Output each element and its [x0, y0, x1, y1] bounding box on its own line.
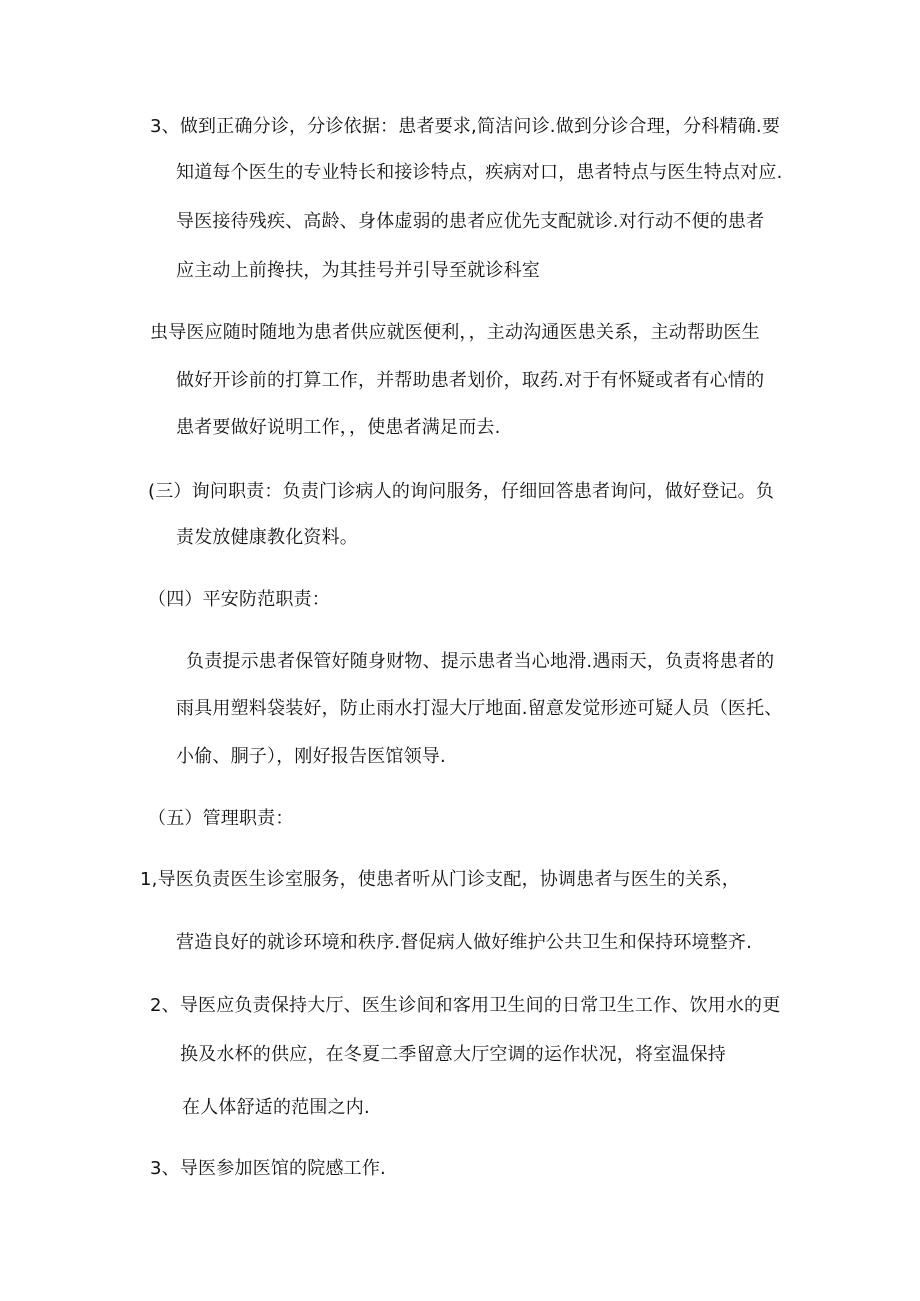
text-line: 负责提示患者保管好随身财物、提示患者当心地滑.遇雨天，负责将患者的 [186, 651, 775, 672]
text-line: 1,导医负责医生诊室服务，使患者听从门诊支配，协调患者与医生的关系， [140, 869, 740, 890]
text-line: 应主动上前搀扶，为其挂号并引导至就诊科室 [176, 260, 540, 281]
text-line: 在人体舒适的范围之内. [182, 1097, 370, 1118]
text-line: 责发放健康教化资料。 [176, 527, 358, 548]
text-line: 患者要做好说明工作，，使患者满足而去. [176, 417, 501, 438]
section-heading: （四）平安防范职责： [148, 589, 330, 610]
text-line: 2、导医应负责保持大厅、医生诊间和客用卫生间的日常卫生工作、饮用水的更 [150, 995, 781, 1016]
text-line: 换及水杯的供应，在冬夏二季留意大厅空调的运作状况，将室温保持 [180, 1044, 726, 1065]
text-line: 小偷、胴子），刚好报告医馆领导. [176, 746, 446, 767]
text-line: 做好开诊前的打算工作，并帮助患者划价，取药.对于有怀疑或者有心情的 [176, 370, 765, 391]
text-line: (三）询问职责：负责门诊病人的询问服务，仔细回答患者询问，做好登记。负 [148, 481, 775, 502]
text-line: 营造良好的就诊环境和秩序.督促病人做好维护公共卫生和保持环境整齐. [176, 932, 753, 953]
text-line: 导医接待残疾、高龄、身体虚弱的患者应优先支配就诊.对行动不便的患者 [176, 211, 765, 232]
text-line: 3、导医参加医馆的院感工作. [150, 1158, 386, 1179]
text-line: 虫导医应随时随地为患者供应就医便利，，主动沟通医患关系，主动帮助医生 [150, 322, 760, 343]
text-line: 3、做到正确分诊，分诊依据：患者要求,简洁问诊.做到分诊合理，分科精确.要 [150, 116, 781, 137]
text-line: 雨具用塑料袋装好，防止雨水打湿大厅地面.留意发觉形迹可疑人员（医托、 [176, 698, 783, 719]
text-line: 知道每个医生的专业特长和接诊特点，疾病对口，患者特点与医生特点对应. [176, 162, 783, 183]
section-heading: （五）管理职责： [148, 808, 294, 829]
